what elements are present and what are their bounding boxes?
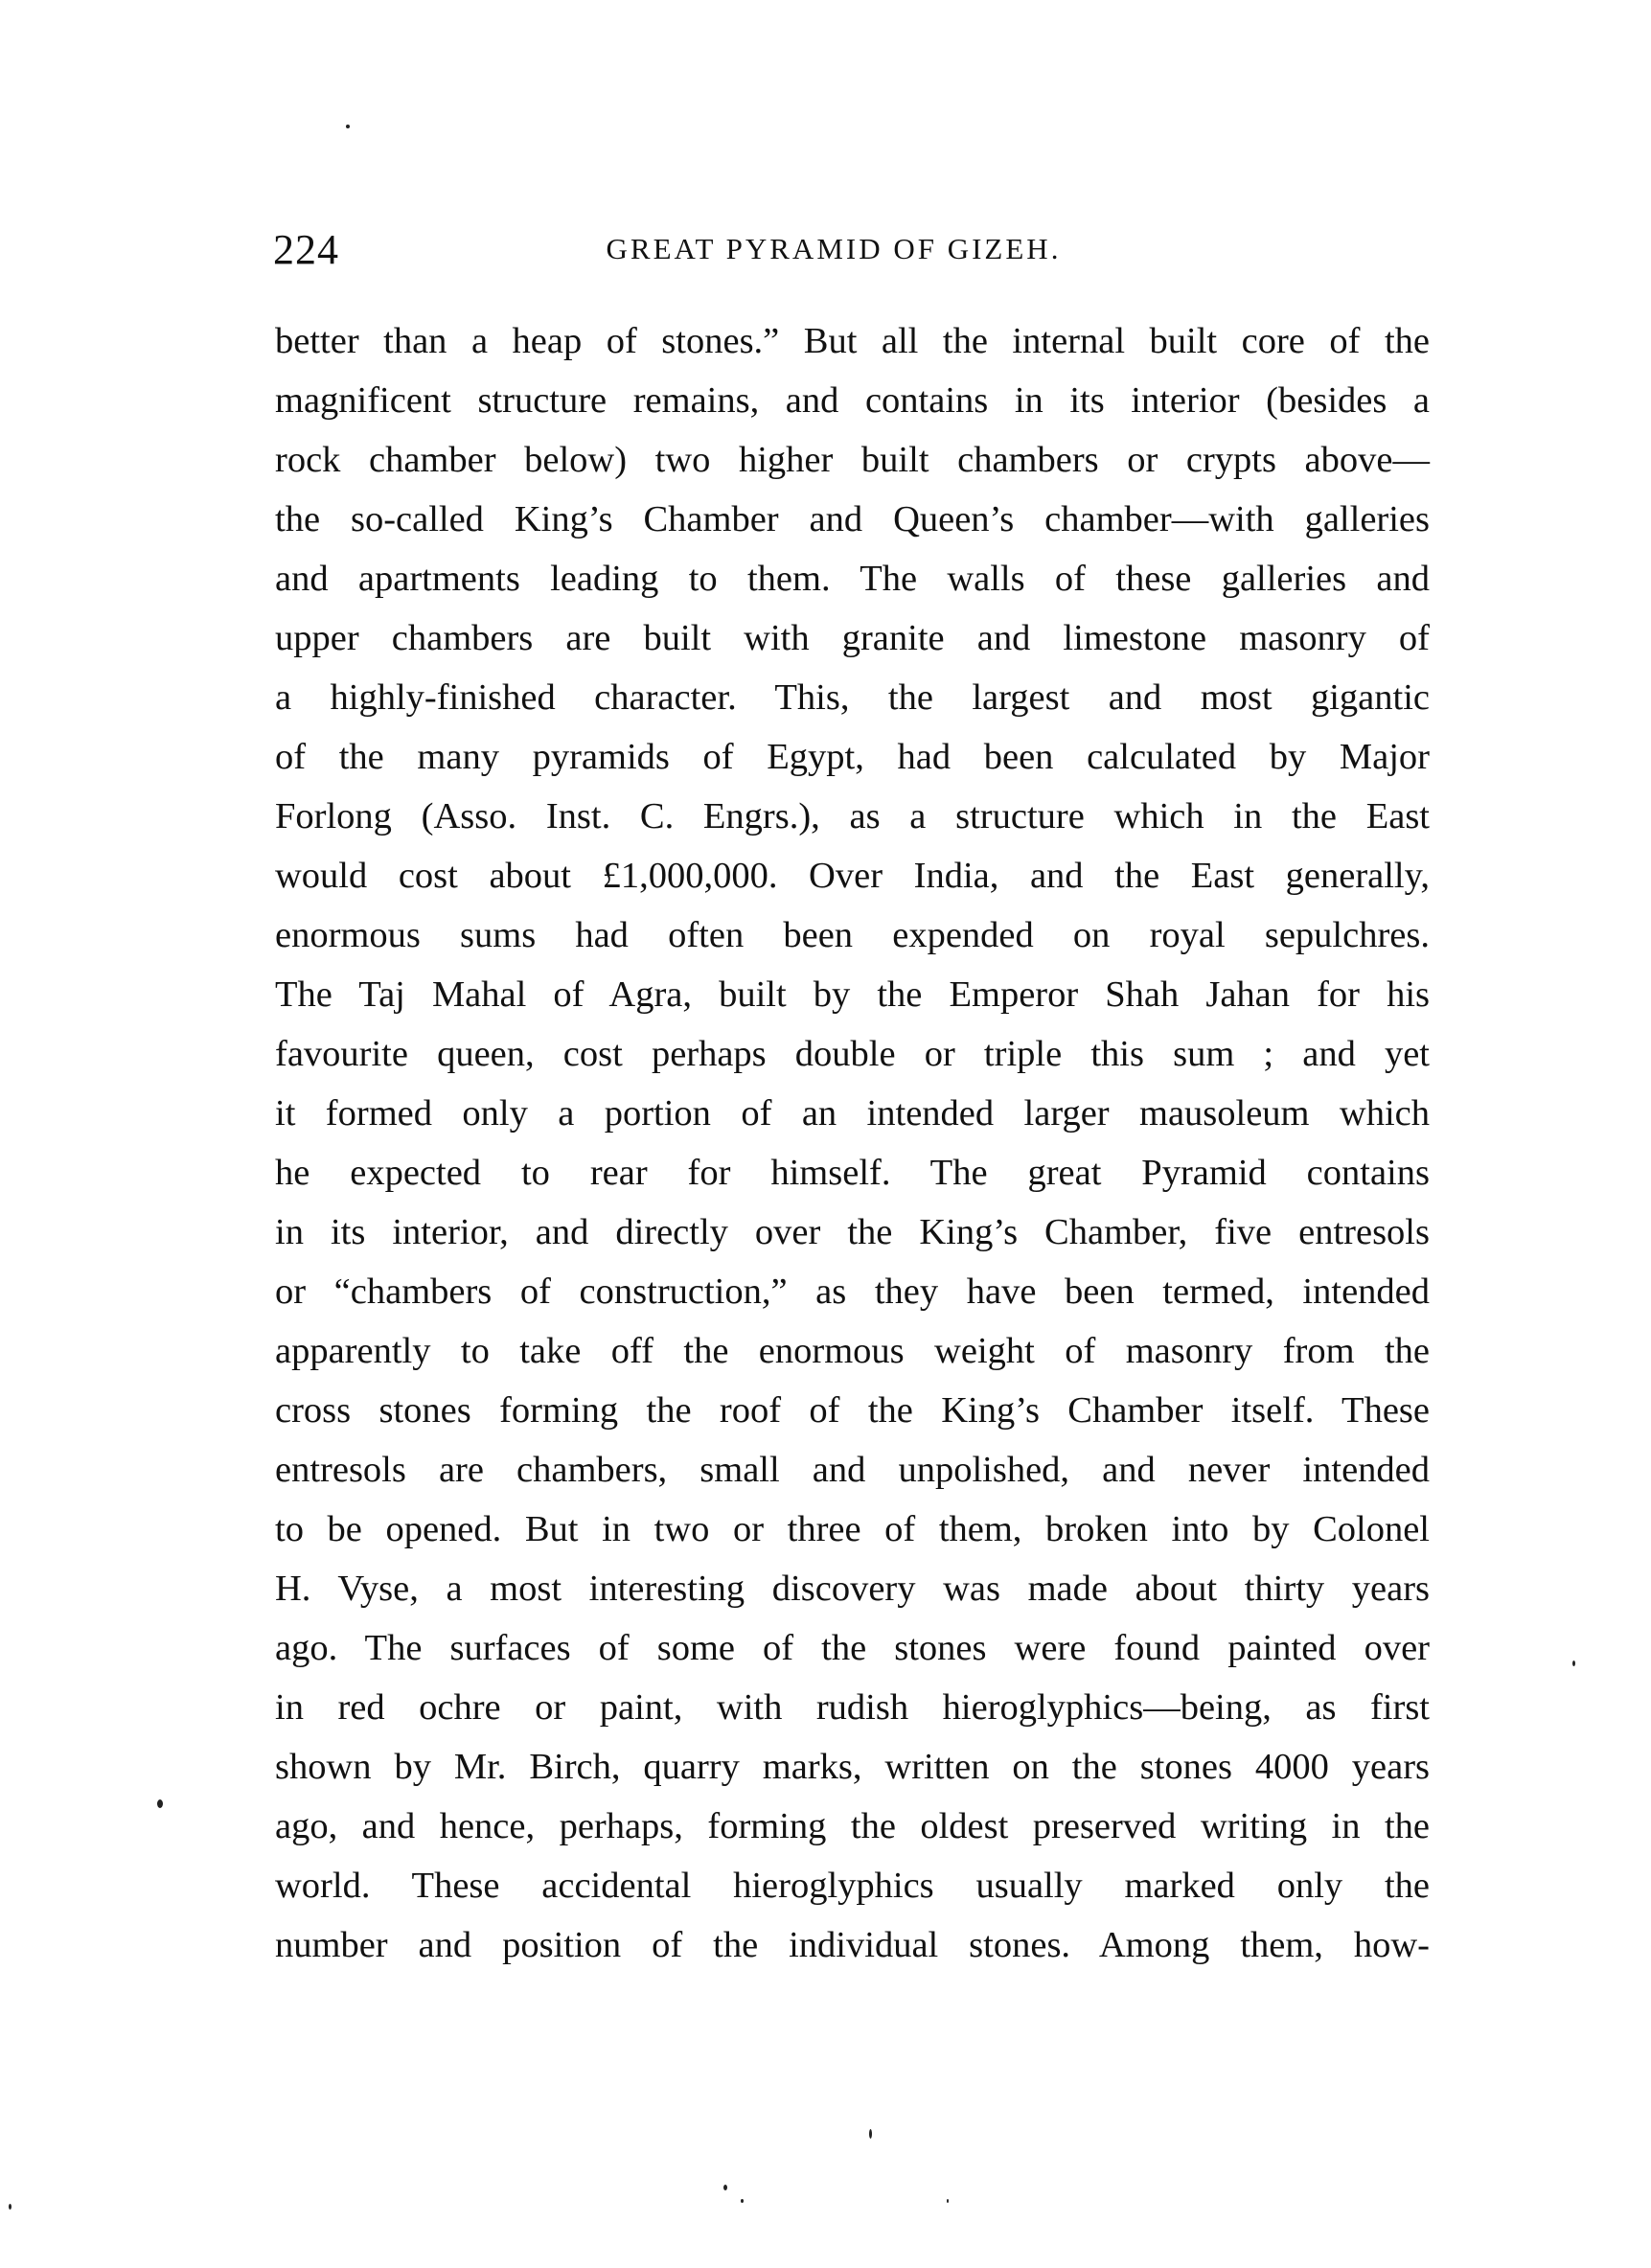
text-line: and apartments leading to them. The walls of these galleries and	[275, 559, 1430, 599]
scan-speck	[741, 2199, 744, 2203]
scan-speck	[1572, 1661, 1575, 1666]
text-line: cross stones forming the roof of the King’s Chamber itself. These	[275, 1390, 1430, 1431]
text-line: a highly-finished character. This, the largest and most gigantic	[275, 677, 1430, 718]
text-line: entresols are chambers, small and unpolished, and never intended	[275, 1450, 1430, 1490]
text-line: in its interior, and directly over the King’s Chamber, five entresols	[275, 1212, 1430, 1252]
text-line: shown by Mr. Birch, quarry marks, written on the stones 4000 years	[275, 1747, 1430, 1787]
text-line: world. These accidental hieroglyphics usually marked only the	[275, 1866, 1430, 1906]
text-line: better than a heap of stones.” But all the internal built core of the	[275, 321, 1430, 361]
text-line: Forlong (Asso. Inst. C. Engrs.), as a structure which in the East	[275, 796, 1430, 836]
text-line: to be opened. But in two or three of them, broken into by Colonel	[275, 1509, 1430, 1549]
text-line: rock chamber below) two higher built chambers or crypts above—	[275, 440, 1430, 480]
text-line: ago. The surfaces of some of the stones were found painted over	[275, 1628, 1430, 1668]
scan-speck	[723, 2185, 727, 2190]
body-text	[275, 311, 1430, 1975]
scan-speck	[869, 2129, 872, 2139]
scan-speck	[947, 2199, 949, 2203]
text-line: the so-called King’s Chamber and Queen’s chamber—with galleries	[275, 499, 1430, 539]
text-line: number and position of the individual stones. Among them, how-	[275, 1925, 1430, 1965]
scan-speck	[346, 125, 350, 128]
scan-speck	[157, 1799, 163, 1808]
text-line: it formed only a portion of an intended larger mausoleum which	[275, 1093, 1430, 1134]
text-line: or “chambers of construction,” as they have been termed, intended	[275, 1271, 1430, 1312]
text-line: enormous sums had often been expended on royal sepulchres.	[275, 915, 1430, 955]
text-line: favourite queen, cost perhaps double or triple this sum ; and yet	[275, 1034, 1430, 1074]
text-line: apparently to take off the enormous weight of masonry from the	[275, 1331, 1430, 1371]
scan-speck	[9, 2204, 11, 2210]
running-title: GREAT PYRAMID OF GIZEH.	[606, 232, 1062, 265]
text-line: The Taj Mahal of Agra, built by the Emperor Shah Jahan for his	[275, 974, 1430, 1015]
text-line: ago, and hence, perhaps, forming the oldest preserved writing in the	[275, 1806, 1430, 1846]
text-line: in red ochre or paint, with rudish hieroglyphics—being, as first	[275, 1687, 1430, 1728]
page-number: 224	[273, 226, 339, 273]
text-line: would cost about £1,000,000. Over India, and the East generally,	[275, 856, 1430, 896]
text-line: magnificent structure remains, and contains in its interior (besides a	[275, 380, 1430, 421]
text-line: of the many pyramids of Egypt, had been calculated by Major	[275, 737, 1430, 777]
text-line: he expected to rear for himself. The great Pyramid contains	[275, 1153, 1430, 1193]
text-line: H. Vyse, a most interesting discovery was made about thirty years	[275, 1569, 1430, 1609]
text-line: upper chambers are built with granite and limestone masonry of	[275, 618, 1430, 658]
